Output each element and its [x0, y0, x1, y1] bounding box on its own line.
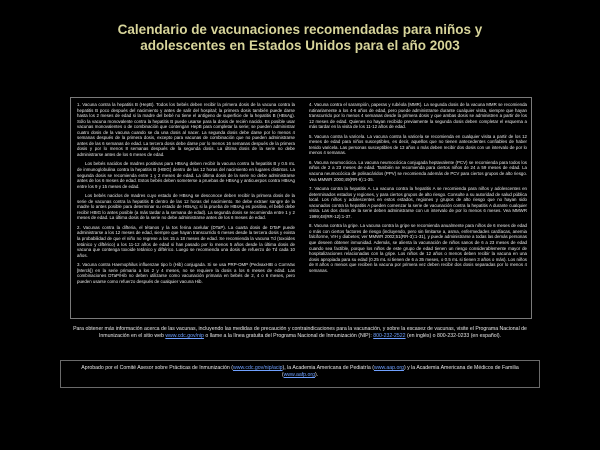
acip-link[interactable]: www.cdc.gov/nip/acip — [232, 365, 283, 371]
aafp-link[interactable]: www.aafp.org — [283, 372, 315, 378]
footnote-text: o llame a la línea gratuita del Programa Nacional de Inmunización (NIP): — [203, 333, 374, 340]
page-title: Calendario de vacunaciones recomendadas para niños y adolescentes en Estados Unidos para el año 2003 — [117, 22, 483, 53]
nip-phone-link[interactable]: 800-232-2522 — [373, 333, 406, 340]
approval-box — [60, 360, 540, 388]
footnote-paragraph: 6. Vacuna neumocócica. La vacuna neumocócica conjugada heptavalente (PCV) se recomienda para todos los niños de 2 a 23 meses de edad. También se recomienda para ciertos niños de 24 a 59 meses de edad. La vacuna neumocócica de polisacáridos (PPV) se recomienda además de PCV para ciertos grupos de alto riesgo. Vea MMWR 2000;49(RR-9):1-35. — [309, 159, 527, 182]
notes-column-left — [77, 102, 295, 316]
approval-text: Aprobado por el Comité Asesor sobre Prácticas de Inmunización ( — [81, 365, 233, 371]
footnote-paragraph: 4. Vacuna contra el sarampión, paperas y rubéola (MMR). La segunda dosis de la vacuna MMR se recomienda rutinariamente a los 4-6 años de edad, pero puede administrarse durante cualquier visita, siempre que hayan transcurrido por lo menos 4 semanas desde la primera dosis y que ambas dosis se administren a partir de los 12 meses de edad. Quienes no hayan recibido previamente la segunda dosis deben completar el esquema a más tardar en la visita de los 11-12 años de edad. — [309, 102, 527, 130]
footnote-paragraph: 5. Vacuna contra la varicela. La vacuna contra la varicela se recomienda en cualquier visita a partir de los 12 meses de edad para niños susceptibles, es decir, aquellos que no tienen antecedentes confiables de haber tenido varicela. Las personas susceptibles de 13 años o más deben recibir dos dosis con un intervalo de por lo menos 4 semanas. — [309, 133, 527, 156]
notes-panel — [70, 97, 532, 319]
aap-link[interactable]: www.aap.org — [373, 365, 404, 371]
more-info-footnote — [58, 326, 542, 340]
approval-text: ), la Academia Americana de Pediatría ( — [282, 365, 374, 371]
footnote-paragraph: 1. Vacuna contra la hepatitis B (HepB). Todos los bebés deben recibir la primera dosis de la vacuna contra la hepatitis B poco después del nacimiento y antes de salir del hospital; la primera dosis también puede darse hasta los 2 meses de edad si la madre del bebé no tiene el antígeno de superficie de la hepatitis B (HBsAg). Sólo la vacuna monovalente contra la hepatitis B puede usarse para la dosis de recién nacido. Es posible usar vacunas monovalentes o de combinación que contengan HepB para completar la serie; se pueden administrar cuatro dosis de la vacuna cuando se da una dosis al nacer. La segunda dosis debe darse por lo menos 4 semanas después de la primera dosis, excepto para vacunas de combinación que no pueden administrarse antes de las 6 semanas de edad. La tercera dosis debe darse por lo menos 16 semanas después de la primera dosis y por lo menos 8 semanas después de la segunda dosis. La última dosis de la serie no debe administrarse antes de los 6 meses de edad. — [77, 102, 295, 157]
footnote-paragraph: 8. Vacuna contra la gripe. La vacuna contra la gripe se recomienda anualmente para niños de 6 meses de edad o más con ciertos factores de riesgo (incluyendo, pero sin limitarse a, asma, enfermedades cardíacas, anemia falciforme, VIH y diabetes; ver MMWR 2002;51(RR-3):1-31), y puede administrarse a todas las demás personas que deseen obtener inmunidad. Además, se alienta la vacunación de niños sanos de 6 a 23 meses de edad cuando sea factible, porque los niños de este grupo de edad tienen un riesgo considerablemente mayor de hospitalizaciones relacionadas con la gripe. Los niños de 12 años o menos deben recibir la vacuna en una dosis apropiada para su edad (0.25 mL si tienen de 6 a 35 meses, o 0.5 mL si tienen 3 años o más). Los niños de 8 años o menos que reciben la vacuna por primera vez deben recibir dos dosis separadas por lo menos 4 semanas. — [309, 223, 527, 273]
footnote-text: Para obtener más información acerca de las vacunas, incluyendo las medidas de precaución y contraindicaciones para la vacunación, y sobre la escasez de vacunas, visite el Programa Nacional de Inmunización en el sitio web — [73, 326, 527, 340]
approval-text: ) y la Academia Americana de Médicos de Familia ( — [281, 365, 519, 378]
footnote-paragraph: Los bebés nacidos de madres positivas para HBsAg deben recibir la vacuna contra la hepatitis B y 0.5 mL de inmunoglobulina contra la hepatitis B (HBIG) dentro de las 12 horas del nacimiento en lugares distintos. La segunda dosis se recomienda entre 1 y 2 meses de edad. La última dosis de la serie no debe administrarse antes de los 6 meses de edad. Estos bebés deben someterse a pruebas de HBsAg y anticuerpos contra HBsAg entre los 9 y 15 meses de edad. — [77, 161, 295, 189]
footnote-paragraph: 7. Vacuna contra la hepatitis A. La vacuna contra la hepatitis A se recomienda para niños y adolescentes en determinados estados y regiones, y para ciertos grupos de alto riesgo. Consulte a su autoridad de salud pública local. Los niños y adolescentes en estos estados, regiones y grupos de alto riesgo que no hayan sido vacunados contra la hepatitis A pueden comenzar la serie de vacunación contra la hepatitis A durante cualquier visita. Las dos dosis de la serie deben administrarse con un intervalo de por lo menos 6 meses. Vea MMWR 1999;48(RR-12):1-37. — [309, 186, 527, 219]
cdc-nip-link[interactable]: www.cdc.gov/nip — [165, 333, 204, 340]
footnote-paragraph: 3. Vacuna contra Haemophilus influenzae tipo b (Hib) conjugada. Si se usa PRP-OMP (PedvaxHIB o ComVax [Merck]) en la serie primaria a los 2 y 4 meses, no se requiere la dosis a los 6 meses de edad. Las combinaciones DTaP/Hib no deben utilizarse como vacunación primaria en bebés de 2, 4 o 6 meses, pero pueden usarse como refuerzo después de cualquier vacuna Hib. — [77, 262, 295, 284]
footnote-paragraph: Los bebés nacidos de madres cuyo estado de HBsAg se desconoce deben recibir la primera dosis de la serie de vacunas contra la hepatitis B dentro de las 12 horas del nacimiento. Se debe extraer sangre de la madre lo antes posible para determinar su estado de HBsAg; si la prueba de HBsAg es positiva, el bebé debe recibir HBIG lo antes posible (a más tardar a la semana de edad). La segunda dosis se recomienda entre 1 y 2 meses de edad. La última dosis de la serie no debe administrarse antes de los 6 meses de edad. — [77, 193, 295, 221]
approval-text: ). — [315, 372, 319, 378]
footnote-text: (en inglés) o 800-232-0233 (en español). — [405, 333, 501, 340]
footnote-paragraph: 2. Vacunas contra la difteria, el tétanos y la tos ferina acelular (DTaP). La cuarta dosis de DTaP puede administrarse a los 12 meses de edad, siempre que hayan transcurrido 6 meses desde la tercera dosis y exista la probabilidad de que el niño no regrese a los 15 a 18 meses de edad. Se recomienda la vacuna Td (toxoides tetánico y diftérico) a los 11-12 años de edad si han pasado por lo menos 5 años desde la última dosis de vacuna que contenga toxoide tetánico y diftérico. Luego se recomienda una dosis de refuerzo de Td cada 10 años. — [77, 224, 295, 258]
notes-column-right — [309, 102, 527, 316]
